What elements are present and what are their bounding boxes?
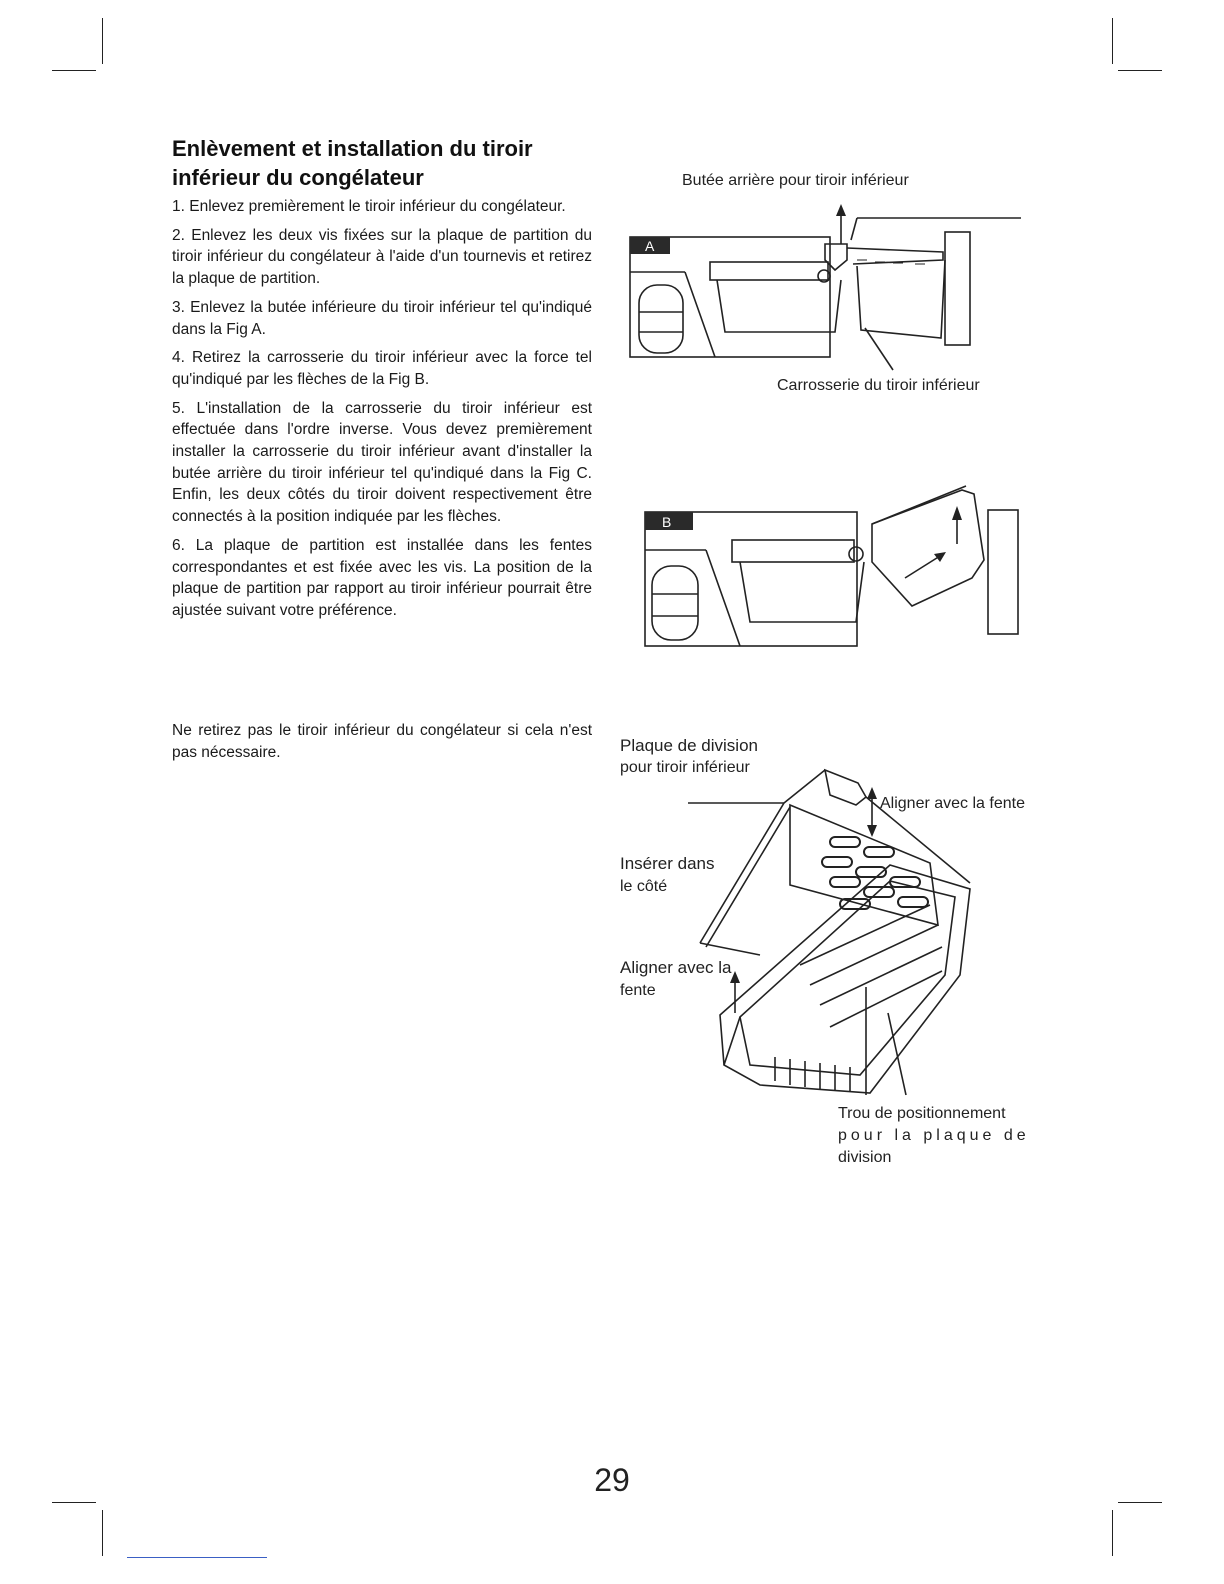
step-2: 2. Enlevez les deux vis fixées sur la plaque de partition du tiroir inférieur du congélateur à l'aide d'un tournevis et retirez la plaque de partition. <box>172 226 592 288</box>
footer-link-underline <box>127 1557 267 1558</box>
crop-mark-br-v <box>1112 1510 1113 1556</box>
fig-c-label-insert-2: le côté <box>620 878 668 895</box>
fig-c-label-hole-3: division <box>838 1149 892 1166</box>
fig-c-label-plate-2: pour tiroir inférieur <box>620 759 750 776</box>
crop-mark-tr-v <box>1112 18 1113 64</box>
crop-mark-tl-v <box>102 18 103 64</box>
figure-a-diagram <box>625 200 1025 370</box>
fig-c-label-plate-1: Plaque de division <box>620 736 758 755</box>
fig-c-label-align-right: Aligner avec la fente <box>880 795 1025 812</box>
fig-c-label-hole-2: pour la plaque de <box>838 1127 1030 1144</box>
crop-mark-bl-v <box>102 1510 103 1556</box>
fig-a-label-body: Carrosserie du tiroir inférieur <box>777 377 980 394</box>
fig-a-label-stop: Butée arrière pour tiroir inférieur <box>682 172 909 189</box>
step-3: 3. Enlevez la butée inférieure du tiroir inférieur tel qu'indiqué dans la Fig A. <box>172 298 592 338</box>
figure-c-basket-diagram <box>680 765 1000 1110</box>
page-number: 29 <box>594 1462 630 1498</box>
instruction-steps <box>172 196 592 629</box>
fig-c-label-align-left-2: fente <box>620 982 656 999</box>
crop-mark-bl-h <box>52 1502 96 1503</box>
figure-b-diagram <box>640 482 1020 650</box>
fig-c-label-hole-1: Trou de positionnement <box>838 1105 1006 1122</box>
warning-note: Ne retirez pas le tiroir inférieur du congélateur si cela n'est pas nécessaire. <box>172 722 592 761</box>
crop-mark-tl-h <box>52 70 96 71</box>
fig-b-tag: B <box>662 514 672 530</box>
fig-a-tag: A <box>645 238 655 254</box>
fig-c-label-align-left-1: Aligner avec la <box>620 958 732 977</box>
crop-mark-br-h <box>1118 1502 1162 1503</box>
step-4: 4. Retirez la carrosserie du tiroir inférieur avec la force tel qu'indiqué par les flèches de la Fig B. <box>172 349 592 388</box>
crop-mark-tr-h <box>1118 70 1162 71</box>
step-6: 6. La plaque de partition est installée dans les fentes correspondantes et est fixée avec les vis. La position de la plaque de partition par rapport au tiroir inférieur pourrait être ajustée suivant votre préférence. <box>172 536 592 619</box>
step-1: 1. Enlevez premièrement le tiroir inférieur du congélateur. <box>172 198 566 215</box>
page-title: Enlèvement et installation du tiroir inférieur du congélateur <box>172 136 533 190</box>
step-5: 5. L'installation de la carrosserie du tiroir inférieur est effectuée dans l'ordre inverse. Vous devez premièrement installer la carrosserie du tiroir inférieur avant d'installer la butée arrière du tiroir inférieur tel qu'indiqué dans la Fig C. Enfin, les deux côtés du tiroir doivent respectivement être connectés à la position indiquée par les flèches. <box>172 399 592 526</box>
fig-c-label-insert-1: Insérer dans <box>620 854 715 873</box>
